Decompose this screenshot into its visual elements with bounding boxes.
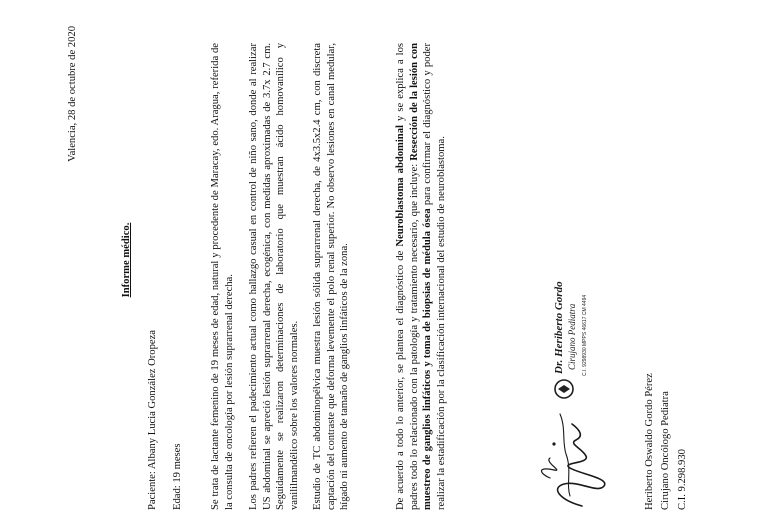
procedure-name: Resección de la lesión con muestreo de ganglios linfáticos y toma de biopsias de médula ósea bbox=[408, 43, 434, 510]
handwritten-signature bbox=[520, 402, 620, 514]
stamp-specialty: Cirujano Pediatra bbox=[567, 303, 577, 370]
stamp-registry: C.I. 9298930 MPPS 46617 CM 4494 bbox=[582, 294, 588, 376]
document-title: Informe médico. bbox=[121, 222, 132, 298]
diagnosis-text-1: De acuerdo a todo lo anterior, se plantea el diagnóstico de bbox=[395, 246, 406, 510]
doctor-id: C.I. 9.298.930 bbox=[677, 449, 688, 510]
patient-name-line: Paciente: Albany Lucia González Oropeza bbox=[147, 329, 158, 510]
paragraph-history: Se trata de lactante femenino de 19 meses de edad, natural y procedente de Maracay, edo. Aragua, referida de la consulta de oncología por lesión suprarrenal derecha. bbox=[210, 43, 235, 510]
diagnosis-text-3: para confirmar el diagnóstico y poder realizar la estadificación por la clasificación internacional del estudio de neuroblastoma. bbox=[422, 43, 447, 510]
diagnosis-text-2: y se explica a los padres todo lo relacionado con la patología y tratamiento necesario, que incluye: bbox=[395, 43, 420, 510]
patient-age-line: Edad: 19 meses bbox=[172, 443, 183, 510]
stamp-name: Dr. Heriberto Gordo bbox=[553, 281, 565, 374]
doctor-name: Heriberto Oswaldo Gordo Pérez bbox=[644, 373, 655, 510]
paragraph-ct-scan: Estudio de TC abdominopélvica muestra lesión sólida suprarrenal derecha, de 4x3.5x2.4 cm, con discreta captación del contraste que deforma levemente el polo renal superior. No observo lesiones en canal medular, hígado ni aumento de tamaño de ganglios linfáticos de la zona. bbox=[312, 43, 351, 510]
diagnosis-name: Neuroblastoma abdominal bbox=[395, 125, 406, 247]
doctor-stamp bbox=[538, 230, 598, 400]
paragraph-diagnosis bbox=[394, 43, 449, 510]
document-date: Valencia, 28 de octubre de 2020 bbox=[67, 26, 78, 162]
paragraph-ultrasound: Los padres refieren el padecimiento actual como hallazgo casual en control de niño sano, donde al realizar US abdominal se apreció lesión suprarrenal derecha, ecogénica, con medidas aproximadas de 3.7x 2.7 cm. Seguidamente se realizaron determinaciones de laboratorio que muestran ácido homovanílico y vanililmandélico sobre los valores normales. bbox=[248, 43, 300, 510]
doctor-role: Cirujano Oncólogo Pediatra bbox=[660, 391, 671, 510]
